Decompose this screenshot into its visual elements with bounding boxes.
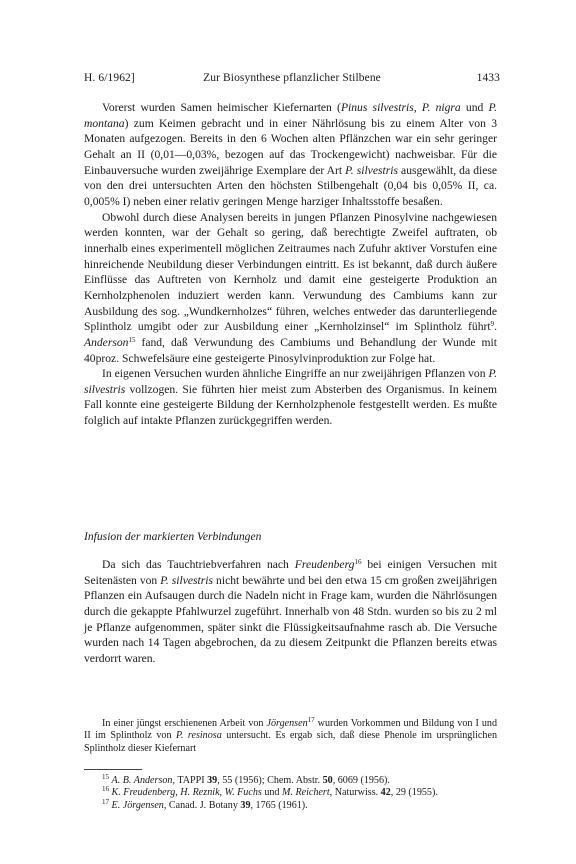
- text-run: bei einigen Versuchen mit Seitenästen von: [84, 558, 497, 587]
- text-run: vollzogen. Sie führten hier meist zum Absterben des Organismus. In keinem Fall konnte eine gesteigerte Bildung der Kernholzphenole festgestellt werden. Es mußte folglich auf intakte Pflanzen zurückgegriffen werden.: [84, 382, 497, 428]
- text-run: Vorerst wurden Samen heimischer Kiefernarten (: [102, 101, 341, 114]
- text-run: fand, daß Verwundung des Cambiums und Behandlung der Wunde mit 40proz. Schwefelsäure eine gesteigerte Pinosylvinproduktion zur Folge hat.: [84, 335, 497, 365]
- italic-text: P. silvestris: [345, 163, 398, 177]
- text-run: ausgewählt, da diese von den drei untersuchten Arten den höchsten Stilbengehalt (0,04 bis 0,05% II, ca. 0,005% I) neben einer relativ geringen Menge harziger Inhaltsstoffe besaßen.: [84, 163, 498, 208]
- text-run: nicht bewährte und bei den etwa 15 cm großen zweijährigen Pflanzen ein Aufsaugen durch die Nadeln nicht in Frage kam, wurden die Nährlösungen durch die gekappte Pfahlwurzel zugeführt. Innerhalb von 48 Stdn. wurden so bis zu 2 ml je Pflanze aufgenommen, später sinkt die Flüssigkeitsaufnahme rasch ab. Die Versuche wurden nach 14 Tagen abgebrochen, da zu diesem Zeitpunkt die Pflanzen bereits etwas verdorrt waren.: [84, 573, 498, 665]
- text-run: wurden Vorkommen und Bildung von I und II im Splintholz von: [84, 718, 497, 742]
- section-heading: Infusion der markierten Verbindungen: [84, 530, 262, 543]
- italic-text: P. silvestris: [160, 573, 214, 587]
- text-run: , 55 (1956); Chem. Abstr.: [217, 775, 323, 786]
- text-run: .: [494, 320, 497, 334]
- paragraph-4: [84, 557, 497, 667]
- italic-text: P. resinosa: [176, 730, 222, 742]
- text-run: , TAPPI: [172, 775, 208, 786]
- text-run: 42: [380, 787, 391, 799]
- italic-text: E. Jörgensen: [111, 799, 164, 811]
- text-run: 39: [240, 799, 251, 811]
- running-header: [84, 72, 500, 88]
- text-run: und: [460, 101, 489, 114]
- text-run: In eigenen Versuchen wurden ähnliche Eingriffe an nur zweijährigen Pflanzen von: [102, 367, 489, 381]
- footnote-separator: [84, 769, 142, 770]
- text-run: , 6069 (1956).: [332, 775, 390, 786]
- paragraph-5: [84, 718, 497, 755]
- footnote-reference: 16: [354, 558, 362, 566]
- italic-text: M. Reichert: [281, 787, 330, 799]
- text-run: , Naturwiss.: [329, 787, 381, 799]
- footnote-reference: 9: [490, 320, 495, 329]
- italic-text: A. B. Anderson: [111, 775, 173, 786]
- paragraph-1: [84, 100, 497, 210]
- text-run: , Canad. J. Botany: [163, 799, 241, 811]
- paragraph-3: [84, 366, 497, 429]
- body-text-lower: [84, 557, 497, 667]
- small-print-paragraph: [84, 718, 497, 755]
- text-run: und: [261, 787, 282, 799]
- text-run: 50: [322, 775, 333, 786]
- footnote-reference: 15: [128, 335, 136, 344]
- text-run: ) zum Keimen gebracht und in einer Nährlösung bis zu einem Alter von 3 Monaten aufgezogen. Bereits in den 6 Wochen alten Pflänzchen war ein sehr geringer Gehalt an II (0,01—0,03%, bezogen auf das Trockengewicht) nachweisbar. Für die Einbauversuche wurden zweijährige Exemplare der Art: [84, 116, 497, 177]
- italic-text: Freudenberg: [294, 558, 355, 571]
- text-run: untersucht. Es ergab sich, daß diese Phenole im ursprünglichen Splintholz dieser Kiefernart: [84, 730, 497, 754]
- footnotes: [84, 775, 497, 812]
- text-run: In einer jüngst erschienenen Arbeit von: [102, 718, 267, 729]
- paragraph-2: [84, 210, 497, 367]
- italic-text: P. silvestris: [84, 367, 497, 396]
- text-run: 39: [207, 775, 218, 786]
- footnote-reference: 15: [102, 773, 109, 781]
- text-run: Da sich das Tauchtriebverfahren nach: [102, 558, 295, 571]
- text-run: Obwohl durch diese Analysen bereits in jungen Pflanzen Pinosylvine nachgewiesen werden konnten, war der Gehalt so gering, daß berechtigte Zweifel auftraten, ob innerhalb eines experimentell möglichen Zeitraumes nach Zufuhr aktiver Vorstufen eine hinreichende Neubildung dieser Verbindungen eintritt. Es ist bekannt, daß durch äußere Einflüsse das Auftreten von Kernholz und damit eine gesteigerte Produktion an Kernholzphenolen induziert werden kann. Verwundung des Cambiums kann zur Ausbildung des sog. „Wundkernholzes“ führen, welches entweder das darunterliegende Splintholz umgibt oder zur Ausbildung einer „Kernholzinsel“ im Splintholz führt: [84, 210, 497, 334]
- page-number: 1433: [476, 72, 500, 84]
- text-run: , 29 (1955).: [390, 787, 438, 799]
- italic-text: Pinus silvestris, P. nigra: [340, 101, 461, 114]
- italic-text: P. montana: [84, 101, 498, 130]
- header-title: Zur Biosynthese pflanzlicher Stilbene: [203, 72, 381, 84]
- header-journal-issue: H. 6/1962]: [84, 72, 135, 84]
- footnote-reference: 17: [307, 716, 315, 724]
- footnote-15: [84, 775, 497, 787]
- text-run: , 1765 (1961).: [250, 799, 308, 811]
- italic-text: K. Freudenberg, H. Reznik, W. Fuchs: [111, 787, 262, 799]
- italic-text: Jörgensen: [266, 718, 308, 729]
- footnote-reference: 16: [102, 785, 109, 794]
- body-text-upper: [84, 100, 497, 429]
- footnote-reference: 17: [102, 797, 109, 806]
- footnote-17: [84, 797, 497, 812]
- italic-text: Anderson: [84, 335, 129, 349]
- footnote-16: [84, 787, 497, 799]
